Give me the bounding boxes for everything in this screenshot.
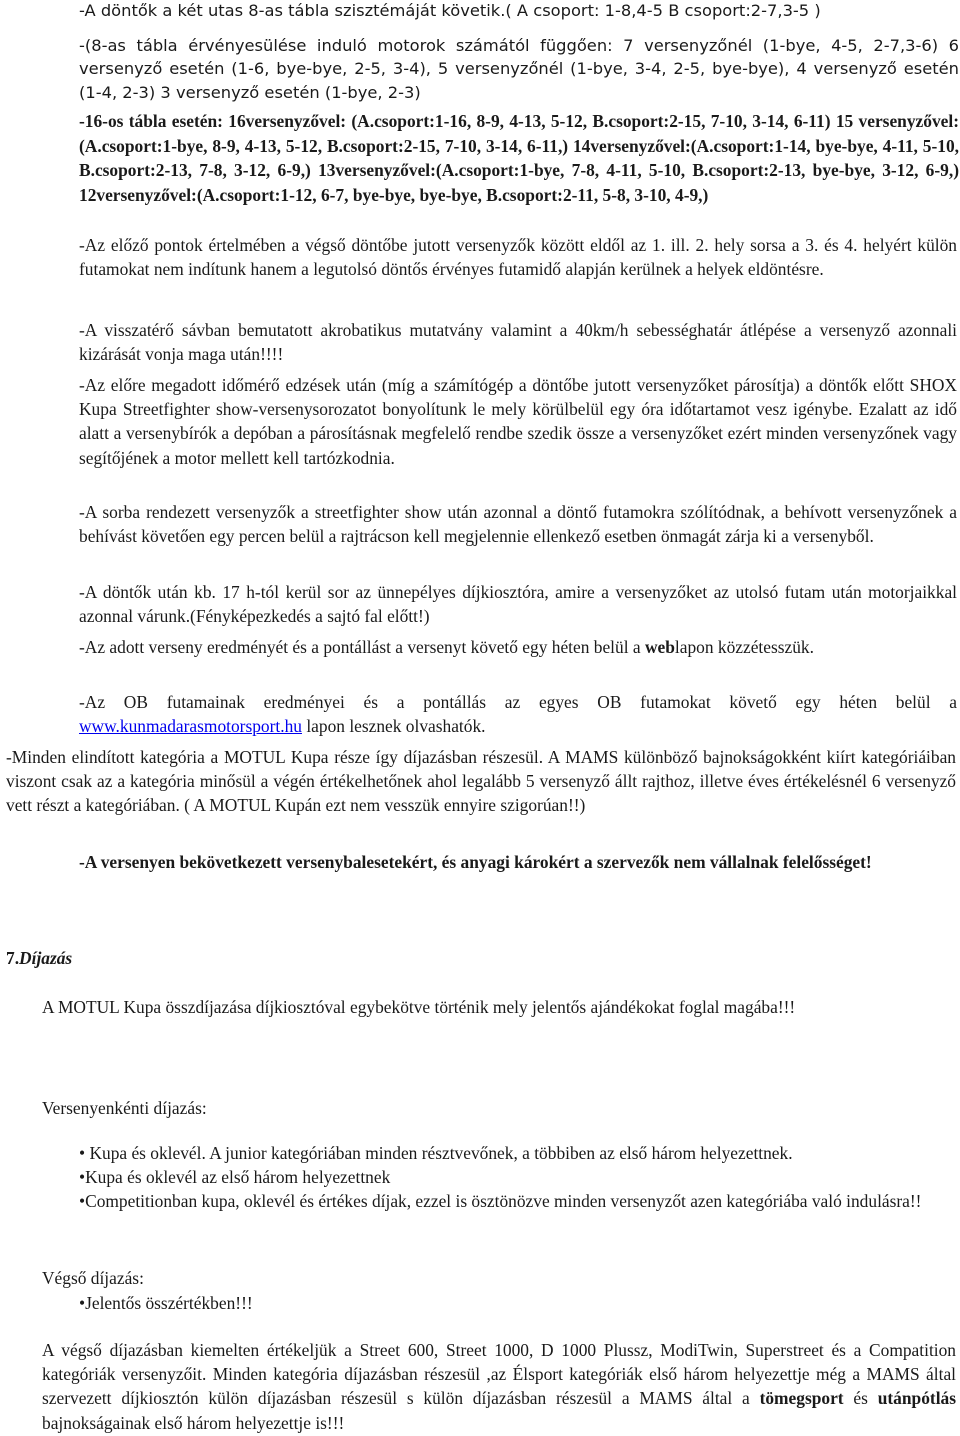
rule-16-table-variants: -16-os tábla esetén: 16versenyzővel: (A.csoport:1-16, 8-9, 4-13, 5-12, B.csoport:2-15, 7-10, 3-14, 6-11) 15 versenyzővel:(A.csoport:1-bye, 8-9, 4-13, 5-12, B.csoport:2-15, 7-10, 3-14, 6-11,) 14versenyzővel:(A.csoport:1-14, bye-bye, 4-11, 5-10, B.csoport:2-13, 7-8, 3-12, 6-9,) 13versenyzővel:(A.csoport:1-bye, 7-8, 4-11, 5-10, B.csoport:2-13, bye-bye, 3-12, 6-9,) 12versenyzővel:(A.csoport:1-12, 6-7, bye-bye, bye-bye, B.csoport:2-11, 5-8, 3-10, 4-9,)	[79, 111, 959, 205]
rule-results-web-tail: lapon közzétesszük.	[674, 637, 814, 657]
conjunction: és	[843, 1388, 878, 1409]
rule-ob-results-tail: lapon lesznek olvashatók.	[301, 716, 486, 737]
per-race-prize-label: Versenyenkénti díjazás:	[42, 1098, 207, 1118]
mass-sport-label: tömegsport	[759, 1388, 844, 1409]
prize-intro: A MOTUL Kupa összdíjazása díjkiosztóval egybekötve történik mely jelentős ajándékokat foglal magába!!!	[42, 997, 796, 1017]
rule-call-to-start: -A sorba rendezett versenyzők a streetfighter show után azonnal a döntő futamokra szólítódnak, a behívott versenyzőnek a behívást követően egy percen belül a rajtrácson kell megjelennie ellenkező esetben önmagát zárja ki a versenyből.	[79, 502, 957, 547]
list-item-text: Kupa és oklevél. A junior kategóriában minden résztvevőnek, a többiben az első három helyezettnek.	[85, 1143, 793, 1163]
section-heading	[6, 946, 306, 970]
rule-award-ceremony: -A döntők után kb. 17 h-tól kerül sor az ünnepélyes díjkiosztóra, amire a versenyzőket az utolsó futam után motorjaikkal azonnal várunk.(Fényképezkedés a sajtó fal előtt!)	[79, 582, 957, 627]
list-item-text: Jelentős összértékben!!!	[85, 1293, 253, 1313]
rule-8-table-variants: -(8-as tábla érvényesülése induló motorok számától függően: 7 versenyzőnél (1-bye, 4-5, 2-7,3-6) 6 versenyző esetén (1-6, bye-bye, 2-5, 3-4), 5 versenyzőnél (1-bye, 3-4, 2-5, bye-bye), 4 versenyző esetén (1-4, 2-3) 3 versenyző esetén (1-bye, 2-3)	[79, 36, 959, 102]
list-item-text: Kupa és oklevél az első három helyezettnek	[85, 1167, 391, 1188]
per-race-prize-list	[79, 1141, 959, 1214]
final-prize-list	[79, 1291, 959, 1315]
list-item	[79, 1141, 959, 1165]
rule-ob-results-text: -Az OB futamainak eredményei és a pontállás az egyes OB futamokat követő egy héten belül a	[79, 692, 957, 712]
section-title: Díjazás	[19, 948, 73, 968]
section-number: 7.	[6, 948, 20, 968]
list-item	[79, 1189, 949, 1213]
rule-brackets-8: -A döntők a két utas 8-as tábla szisztémáját követik.( A csoport: 1-8,4-5 B csoport:2-7,3-5 )	[79, 1, 821, 20]
website-link[interactable]: www.kunmadarasmotorsport.hu	[79, 716, 302, 737]
bullet-icon: •	[79, 1293, 86, 1313]
bullet-icon: •	[79, 1143, 86, 1163]
final-prize-details	[42, 1338, 956, 1435]
bullet-icon: •	[79, 1191, 86, 1212]
rule-ob-results	[79, 690, 957, 738]
youth-label: utánpótlás	[877, 1388, 956, 1409]
rule-disqualification: -A visszatérő sávban bemutatott akrobatikus mutatvány valamint a 40km/h sebességhatár átlépése a versenyző azonnali kizárását vonja maga után!!!!	[79, 320, 957, 365]
rule-liability-disclaimer: -A versenyen bekövetkezett versenybalesetekért, és anyagi károkért a szervezők nem vállalnak felelősséget!	[79, 852, 872, 872]
rule-results-web	[79, 635, 957, 659]
final-prize-label: Végső díjazás:	[42, 1268, 144, 1288]
list-item-text: Competitionban kupa, oklevél és értékes díjak, ezzel is ösztönözve minden versenyzőt azen kategóriába való indulásra!!	[85, 1191, 922, 1212]
final-prize-details-tail: bajnokságainak első három helyezettje is!!!	[42, 1412, 345, 1433]
rule-streetfighter-show: -Az előre megadott időmérő edzések után (míg a számítógép a döntőbe jutott versenyzőket párosítja) a döntők előtt SHOX Kupa Streetfighter show-versenysorozatot bonyolítunk le mely körülbelül egy óra időtartamot vesz igénybe. Ezalatt az idő alatt a versenybírók a depóban a párosításnak megfelelő rendbe szedik össze a versenyzőket ezért minden versenyzőnek vagy segítőjének a motor mellett kell tartózkodnia.	[79, 375, 957, 468]
rule-category-evaluation: -Minden elindított kategória a MOTUL Kupa része így díjazásban részesül. A MAMS különböző bajnokságokként kiírt kategóriáiban viszont csak az a kategória minősül a végén értékelhetőnek ahol legalább 5 versenyző állt rajthoz, illetve éves értékelésnél 6 versenyző vett részt a kategóriában. ( A MOTUL Kupán ezt nem vesszük ennyire szigorúan!!)	[6, 747, 956, 816]
rule-final-placing: -Az előző pontok értelmében a végső döntőbe jutott versenyzők között eldől az 1. ill. 2. hely sorsa a 3. és 4. helyért külön futamokat nem indítunk hanem a legutolsó döntős érvényes futamidő alapján kerülnek a helyek eldöntésre.	[79, 235, 957, 280]
rule-results-web-bold: web	[644, 637, 675, 657]
list-item	[79, 1291, 959, 1315]
bullet-icon: •	[79, 1167, 86, 1188]
rule-results-web-text: -Az adott verseny eredményét és a pontállást a versenyt követő egy héten belül a	[79, 637, 645, 657]
final-prize-details-text: A végső díjazásban kiemelten értékeljük a Street 600, Street 1000, D 1000 Plussz, ModiTwin, Superstreet és a Compatition kategóriák versenyzőit. Minden kategória díjazásban részesül ,az Élsport kategóriák első három helyezettje még a MAMS által szervezett díjkiosztón külön díjazásban részesül s külön díjazásban részesül a MAMS által a	[42, 1340, 956, 1409]
list-item	[79, 1165, 959, 1189]
